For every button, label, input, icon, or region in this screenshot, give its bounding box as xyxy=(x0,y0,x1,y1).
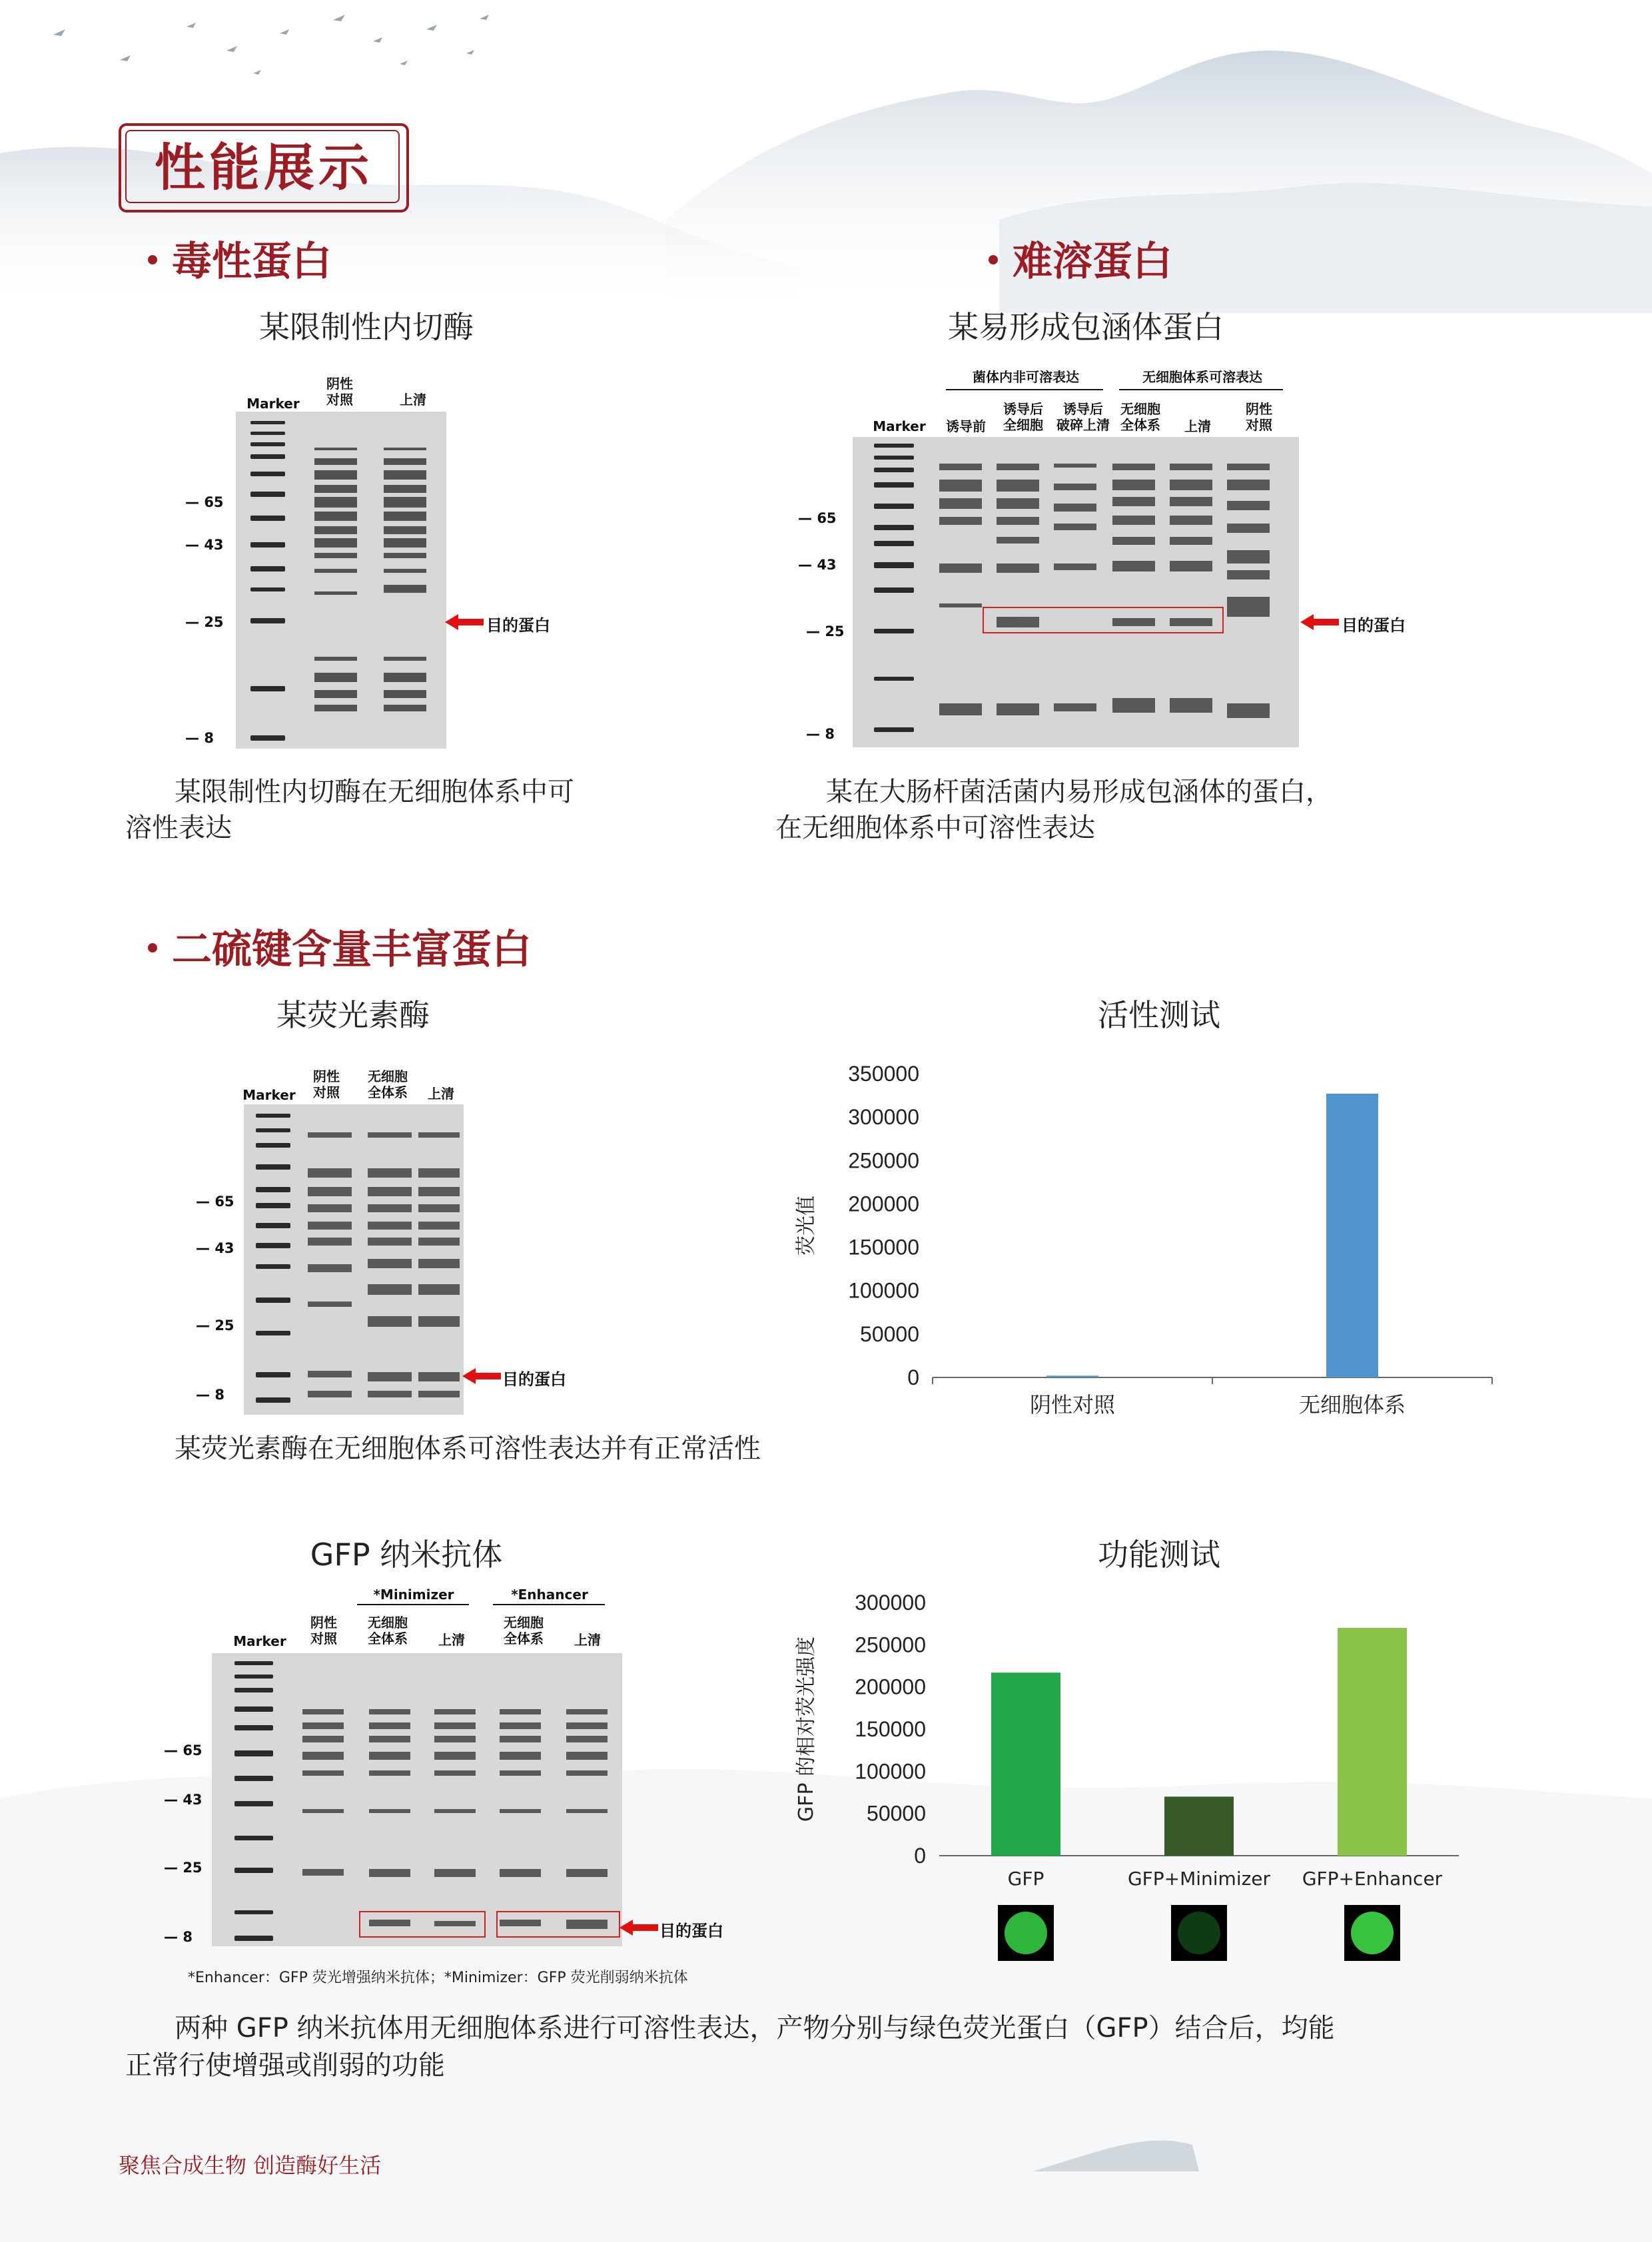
lane-label: Marker xyxy=(233,1633,286,1649)
y-tick-label: 150000 xyxy=(848,1235,919,1260)
activity-bar-chart xyxy=(786,1052,1505,1425)
mw-marker-label: — 43 xyxy=(185,537,224,553)
subtitle-toxic: 某限制性内切酶 xyxy=(259,309,474,345)
y-tick-label: 250000 xyxy=(855,1633,926,1657)
bullet-icon xyxy=(148,943,157,952)
lane-label: 诱导后 全细胞 xyxy=(1003,401,1043,433)
y-tick-label: 0 xyxy=(907,1365,919,1389)
caption-insoluble-line2: 在无细胞体系中可溶性表达 xyxy=(775,813,1095,843)
target-protein-label: 目的蛋白 xyxy=(486,616,550,635)
bullet-icon xyxy=(989,255,998,264)
y-tick-label: 200000 xyxy=(855,1675,926,1699)
mw-marker-label: — 65 xyxy=(164,1742,203,1758)
y-tick-label: 0 xyxy=(914,1844,926,1868)
group-underline xyxy=(357,1604,469,1605)
lane-label: 上清 xyxy=(574,1632,601,1648)
caption-gfp-line2: 正常行使增强或削弱的功能 xyxy=(125,2050,445,2081)
lane-label: 上清 xyxy=(428,1086,454,1102)
function-bar-chart xyxy=(786,1585,1505,1972)
bar xyxy=(1338,1628,1407,1856)
mw-marker-label: — 25 xyxy=(806,623,845,639)
slogan: 聚焦合成生物 创造酶好生活 xyxy=(119,2153,382,2178)
y-tick-label: 300000 xyxy=(855,1591,926,1615)
gel-image-insoluble xyxy=(853,437,1299,747)
mw-marker-label: — 43 xyxy=(196,1240,234,1256)
subtitle-insoluble: 某易形成包涵体蛋白 xyxy=(948,309,1224,345)
gel-image-gfp xyxy=(212,1653,622,1946)
bar xyxy=(1046,1375,1098,1377)
mw-marker-label: — 8 xyxy=(806,726,835,742)
lane-label: Marker xyxy=(242,1087,296,1103)
mw-marker-label: — 65 xyxy=(185,494,224,510)
lane-label: 阴性 对照 xyxy=(313,1068,340,1100)
arrow-icon xyxy=(620,1918,659,1937)
mw-marker-label: — 65 xyxy=(798,510,837,526)
chart-title-function: 功能测试 xyxy=(1098,1537,1220,1573)
y-tick-label: 300000 xyxy=(848,1105,919,1130)
gel-image-disulfide xyxy=(244,1104,464,1415)
group-label: 菌体内非可溶表达 xyxy=(973,369,1079,385)
caption-insoluble-line1: 某在大肠杆菌活菌内易形成包涵体的蛋白， xyxy=(826,777,1332,807)
lane-label: 阴性 对照 xyxy=(310,1615,337,1647)
page-title: 性能展示 xyxy=(155,138,373,197)
bar xyxy=(1326,1094,1378,1377)
x-category-label: 阴性对照 xyxy=(1029,1392,1116,1417)
lane-label: 诱导前 xyxy=(946,418,986,434)
mw-marker-label: — 8 xyxy=(164,1929,193,1945)
section-heading-insoluble: 难溶蛋白 xyxy=(989,230,1172,287)
chart-title-activity: 活性测试 xyxy=(1098,997,1220,1033)
group-underline xyxy=(946,389,1103,390)
y-axis-label: 荧光值 xyxy=(795,1196,818,1256)
mw-marker-label: — 25 xyxy=(164,1860,203,1876)
caption-gfp-line1: 两种 GFP 纳米抗体用无细胞体系进行可溶性表达，产物分别与绿色荧光蛋白（GFP）结合后，均能 xyxy=(175,2013,1335,2044)
subtitle-gfp: GFP 纳米抗体 xyxy=(310,1537,503,1573)
mw-marker-label: — 8 xyxy=(185,730,214,746)
y-tick-label: 150000 xyxy=(855,1717,926,1741)
lane-label: 无细胞 全体系 xyxy=(504,1615,544,1647)
fluorescence-well-image xyxy=(1344,1905,1400,1961)
lane-label: 阴性 对照 xyxy=(326,376,353,408)
group-label: *Minimizer xyxy=(373,1587,454,1603)
lane-label: 无细胞 全体系 xyxy=(368,1068,408,1100)
group-label: 无细胞体系可溶表达 xyxy=(1142,369,1262,385)
target-protein-label: 目的蛋白 xyxy=(1342,616,1406,635)
x-category-label: 无细胞体系 xyxy=(1298,1392,1406,1417)
bar xyxy=(1164,1796,1234,1856)
lane-label: 阴性 对照 xyxy=(1246,401,1272,433)
lane-label: 诱导后 破碎上清 xyxy=(1056,401,1110,433)
y-tick-label: 350000 xyxy=(848,1062,919,1086)
mw-marker-label: — 8 xyxy=(196,1387,224,1403)
y-tick-label: 100000 xyxy=(848,1278,919,1303)
y-tick-label: 200000 xyxy=(848,1192,919,1216)
y-tick-label: 50000 xyxy=(860,1321,919,1346)
arrow-icon xyxy=(462,1367,502,1385)
arrow-icon xyxy=(1300,613,1340,631)
caption-disulfide: 某荧光素酶在无细胞体系可溶性表达并有正常活性 xyxy=(175,1433,761,1464)
x-category-label: GFP+Minimizer xyxy=(1127,1868,1271,1890)
group-label: *Enhancer xyxy=(511,1587,588,1603)
caption-toxic-line2: 溶性表达 xyxy=(125,813,232,843)
fluorescence-well-image xyxy=(1171,1905,1227,1961)
y-tick-label: 250000 xyxy=(848,1148,919,1173)
fluorescence-well-image xyxy=(998,1905,1054,1961)
target-protein-label: 目的蛋白 xyxy=(659,1922,723,1940)
group-underline xyxy=(493,1604,605,1605)
lane-label: 无细胞 全体系 xyxy=(368,1615,408,1647)
y-tick-label: 100000 xyxy=(855,1759,926,1784)
y-axis-label: GFP 的相对荧光强度 xyxy=(795,1636,818,1822)
mw-marker-label: — 43 xyxy=(798,557,837,573)
caption-toxic-line1: 某限制性内切酶在无细胞体系中可 xyxy=(175,777,574,807)
lane-label: Marker xyxy=(246,396,300,412)
lane-label: 上清 xyxy=(400,392,426,408)
section-heading-toxic: 毒性蛋白 xyxy=(148,230,332,287)
gel-image-toxic xyxy=(236,412,446,749)
lane-label: 无细胞 全体系 xyxy=(1120,401,1160,433)
arrow-icon xyxy=(445,613,485,631)
lane-label: 上清 xyxy=(1184,418,1211,434)
section-heading-disulfide: 二硫键含量丰富蛋白 xyxy=(148,918,532,975)
mw-marker-label: — 25 xyxy=(185,614,224,630)
target-protein-label: 目的蛋白 xyxy=(502,1370,566,1389)
y-tick-label: 50000 xyxy=(867,1801,926,1826)
mw-marker-label: — 25 xyxy=(196,1317,234,1333)
bar xyxy=(991,1673,1060,1856)
x-category-label: GFP xyxy=(1007,1868,1044,1890)
x-category-label: GFP+Enhancer xyxy=(1302,1868,1443,1890)
mw-marker-label: — 65 xyxy=(196,1194,234,1210)
subtitle-disulfide: 某荧光素酶 xyxy=(276,997,430,1033)
group-underline xyxy=(1119,389,1283,390)
bullet-icon xyxy=(148,255,157,264)
mw-marker-label: — 43 xyxy=(164,1792,203,1808)
lane-label: 上清 xyxy=(438,1632,465,1648)
footnote: *Enhancer：GFP 荧光增强纳米抗体；*Minimizer：GFP 荧光削弱纳米抗体 xyxy=(188,1970,688,1986)
lane-label: Marker xyxy=(873,418,926,434)
